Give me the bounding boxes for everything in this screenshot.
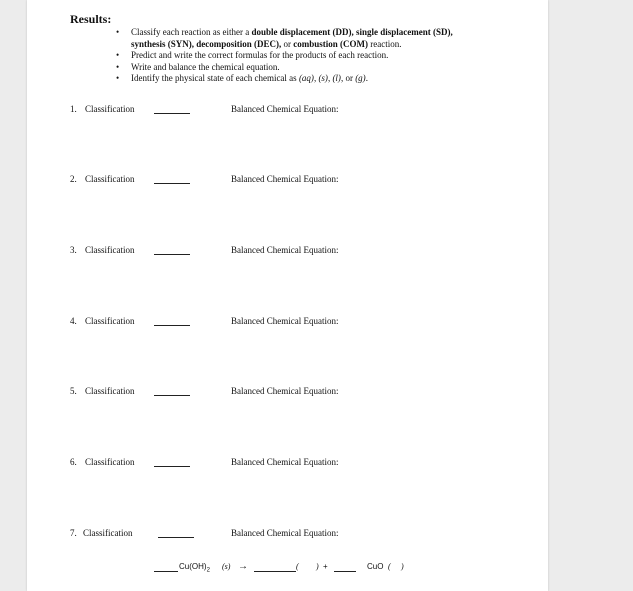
classification-label: Classification bbox=[85, 245, 135, 255]
classification-blank[interactable] bbox=[158, 537, 194, 538]
product1-state-close: ) bbox=[316, 562, 319, 571]
question-5 bbox=[70, 386, 470, 400]
classification-blank[interactable] bbox=[154, 113, 190, 114]
bullet-icon: • bbox=[116, 73, 120, 83]
classification-label: Classification bbox=[85, 174, 135, 184]
bullet-icon: • bbox=[116, 27, 120, 37]
classification-label: Classification bbox=[85, 386, 135, 396]
equation-label: Balanced Chemical Equation: bbox=[231, 104, 339, 114]
classification-label: Classification bbox=[83, 528, 133, 538]
reactant-formula bbox=[179, 562, 210, 574]
equation-label: Balanced Chemical Equation: bbox=[231, 528, 339, 538]
instruction-classify bbox=[116, 27, 521, 50]
classification-blank[interactable] bbox=[154, 325, 190, 326]
reaction-equation-7 bbox=[154, 562, 434, 576]
reactant-subscript: 2 bbox=[206, 567, 210, 574]
classification-label: Classification bbox=[85, 104, 135, 114]
state-l: (l) bbox=[332, 73, 341, 83]
classification-label: Classification bbox=[85, 316, 135, 326]
equation-label: Balanced Chemical Equation: bbox=[231, 386, 339, 396]
equation-label: Balanced Chemical Equation: bbox=[231, 316, 339, 326]
arrow-icon: → bbox=[238, 561, 248, 572]
question-number: 6. bbox=[70, 457, 77, 467]
instruction-text: Predict and write the correct formulas for the products of each reaction. bbox=[131, 50, 389, 60]
state-aq: (aq) bbox=[298, 73, 314, 83]
reactant-text: Cu(OH) bbox=[179, 562, 207, 571]
question-2 bbox=[70, 174, 470, 188]
instruction-bold: double displacement (DD), single displacement (SD), bbox=[251, 27, 453, 37]
instruction-text: reaction. bbox=[368, 38, 402, 49]
instruction-text: Identify the physical state of each chemical as bbox=[131, 73, 299, 83]
equation-label: Balanced Chemical Equation: bbox=[231, 457, 339, 467]
instruction-balance bbox=[116, 61, 521, 74]
question-number: 4. bbox=[70, 316, 77, 326]
question-number: 7. bbox=[70, 528, 77, 538]
product2-state-close: ) bbox=[401, 562, 404, 571]
coefficient-blank[interactable] bbox=[154, 562, 178, 572]
question-number: 3. bbox=[70, 245, 77, 255]
question-number: 1. bbox=[70, 104, 77, 114]
question-7 bbox=[70, 528, 470, 542]
question-number: 5. bbox=[70, 386, 77, 396]
coefficient-blank[interactable] bbox=[334, 562, 356, 572]
classification-blank[interactable] bbox=[154, 183, 190, 184]
instruction-bold: combustion (COM) bbox=[293, 38, 369, 49]
instruction-states: • Identify the physical state of each chemical as (aq), (s), (l), or (g). bbox=[116, 73, 368, 83]
product2-formula: CuO bbox=[367, 562, 384, 571]
question-1 bbox=[70, 104, 470, 118]
equation-label: Balanced Chemical Equation: bbox=[231, 174, 339, 184]
classification-blank[interactable] bbox=[154, 466, 190, 467]
bullet-icon: • bbox=[116, 61, 120, 72]
plus-sign: + bbox=[323, 562, 328, 571]
document-page bbox=[27, 0, 548, 591]
reactant-state: (s) bbox=[222, 562, 231, 571]
instructions-list bbox=[116, 27, 521, 85]
question-6 bbox=[70, 457, 470, 471]
bullet-icon: • bbox=[116, 50, 120, 60]
product2-state-open: ( bbox=[388, 562, 391, 571]
question-number: 2. bbox=[70, 174, 77, 184]
equation-label: Balanced Chemical Equation: bbox=[231, 245, 339, 255]
question-4 bbox=[70, 316, 470, 330]
instruction-text: Classify each reaction as either a bbox=[131, 27, 252, 37]
classification-blank[interactable] bbox=[154, 395, 190, 396]
instruction-text: Write and balance the chemical equation. bbox=[131, 61, 280, 72]
instruction-predict bbox=[116, 50, 521, 62]
product1-blank[interactable] bbox=[254, 562, 296, 572]
classification-blank[interactable] bbox=[154, 254, 190, 255]
question-3 bbox=[70, 245, 470, 259]
instruction-text: or bbox=[281, 38, 294, 49]
state-s: (s) bbox=[318, 73, 328, 83]
product1-state-open: ( bbox=[296, 562, 299, 571]
results-heading: Results: bbox=[70, 12, 112, 26]
instruction-bold: synthesis (SYN), decomposition (DEC), bbox=[131, 38, 282, 49]
classification-label: Classification bbox=[85, 457, 135, 467]
instruction-text: , or bbox=[340, 73, 356, 83]
instruction-text: . bbox=[365, 73, 368, 83]
state-g: (g) bbox=[355, 73, 366, 83]
